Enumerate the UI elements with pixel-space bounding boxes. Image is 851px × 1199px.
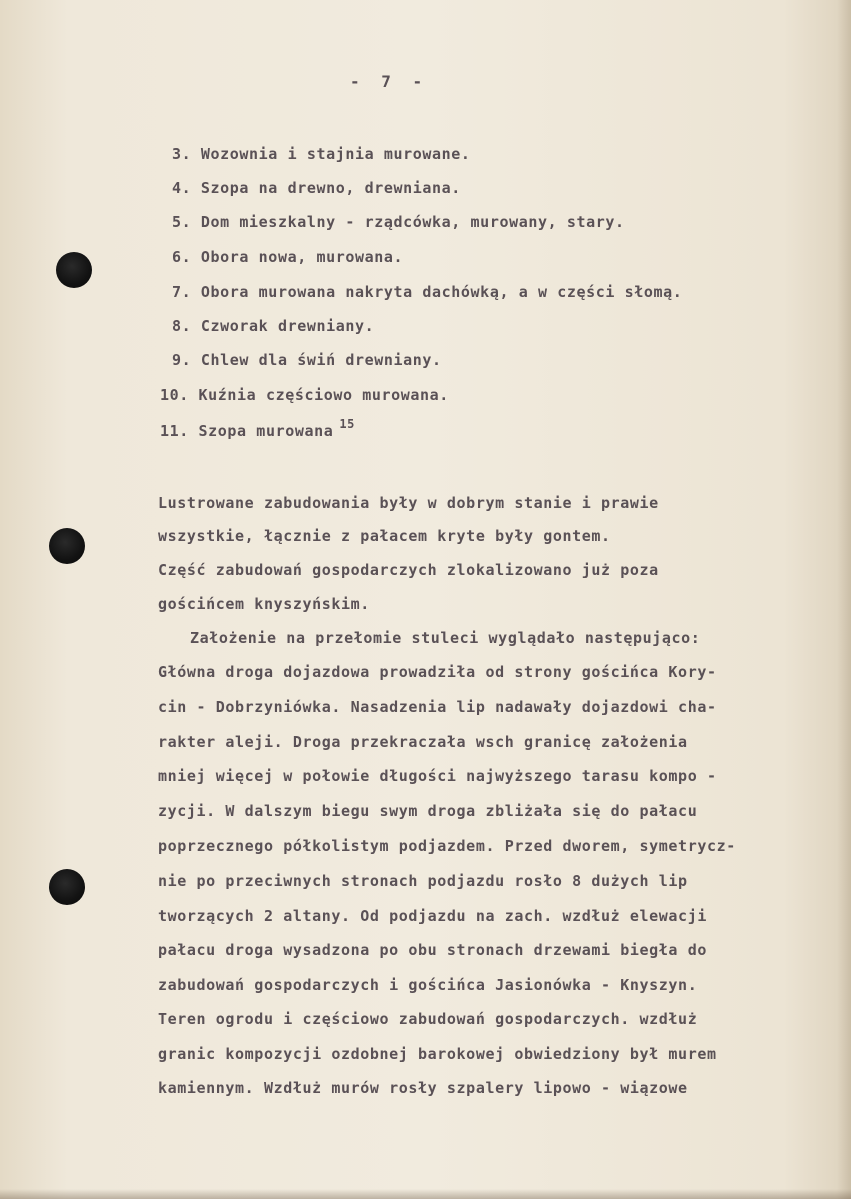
paragraph-line: kamiennym. Wzdłuż murów rosły szpalery lipowo - wiązowe xyxy=(158,1079,688,1097)
paragraph-line: gościńcem knyszyńskim. xyxy=(158,595,370,613)
punch-hole-top xyxy=(56,252,92,288)
paper-bottom-shadow xyxy=(0,1189,851,1199)
paragraph-line: mniej więcej w połowie długości najwyższego tarasu kompo - xyxy=(158,767,717,785)
punch-hole-bottom xyxy=(49,869,85,905)
list-item: 9. Chlew dla świń drewniany. xyxy=(172,351,442,369)
list-item: 4. Szopa na drewno, drewniana. xyxy=(172,179,461,197)
paper-edge-shadow xyxy=(837,0,851,1199)
paragraph-line: Część zabudowań gospodarczych zlokalizowano już poza xyxy=(158,561,659,579)
list-item xyxy=(160,417,356,440)
paragraph-line: Założenie na przełomie stuleci wyglądało następująco: xyxy=(190,629,701,647)
paragraph-line: rakter aleji. Droga przekraczała wsch granicę założenia xyxy=(158,733,688,751)
paragraph-line: Teren ogrodu i częściowo zabudowań gospodarczych. wzdłuż xyxy=(158,1010,698,1028)
paragraph-line: granic kompozycji ozdobnej barokowej obwiedziony był murem xyxy=(158,1045,717,1063)
footnote-reference: 15 xyxy=(339,417,356,431)
list-item-text: 11. Szopa murowana xyxy=(160,422,334,440)
paragraph-line: cin - Dobrzyniówka. Nasadzenia lip nadawały dojazdowi cha- xyxy=(158,698,717,716)
list-item: 6. Obora nowa, murowana. xyxy=(172,248,404,266)
paragraph-line: wszystkie, łącznie z pałacem kryte były gontem. xyxy=(158,527,611,545)
paragraph-line: nie po przeciwnych stronach podjazdu rosło 8 dużych lip xyxy=(158,872,688,890)
punch-hole-middle xyxy=(49,528,85,564)
paragraph-line: pałacu droga wysadzona po obu stronach drzewami biegła do xyxy=(158,941,707,959)
list-item: 5. Dom mieszkalny - rządcówka, murowany, stary. xyxy=(172,213,625,231)
paragraph-line: tworzących 2 altany. Od podjazdu na zach. wzdłuż elewacji xyxy=(158,907,707,925)
list-item: 3. Wozownia i stajnia murowane. xyxy=(172,145,471,163)
list-item: 8. Czworak drewniany. xyxy=(172,317,375,335)
paragraph-line: zycji. W dalszym biegu swym droga zbliżała się do pałacu xyxy=(158,802,698,820)
paragraph-line: Lustrowane zabudowania były w dobrym stanie i prawie xyxy=(158,494,659,512)
paragraph-line: zabudowań gospodarczych i gościńca Jasionówka - Knyszyn. xyxy=(158,976,698,994)
list-item: 7. Obora murowana nakryta dachówką, a w części słomą. xyxy=(172,283,683,301)
list-item: 10. Kuźnia częściowo murowana. xyxy=(160,386,449,404)
paragraph-line: Główna droga dojazdowa prowadziła od strony gościńca Kory- xyxy=(158,663,717,681)
paragraph-line: poprzecznego półkolistym podjazdem. Przed dworem, symetrycz- xyxy=(158,837,736,855)
page-number: - 7 - xyxy=(350,72,429,91)
